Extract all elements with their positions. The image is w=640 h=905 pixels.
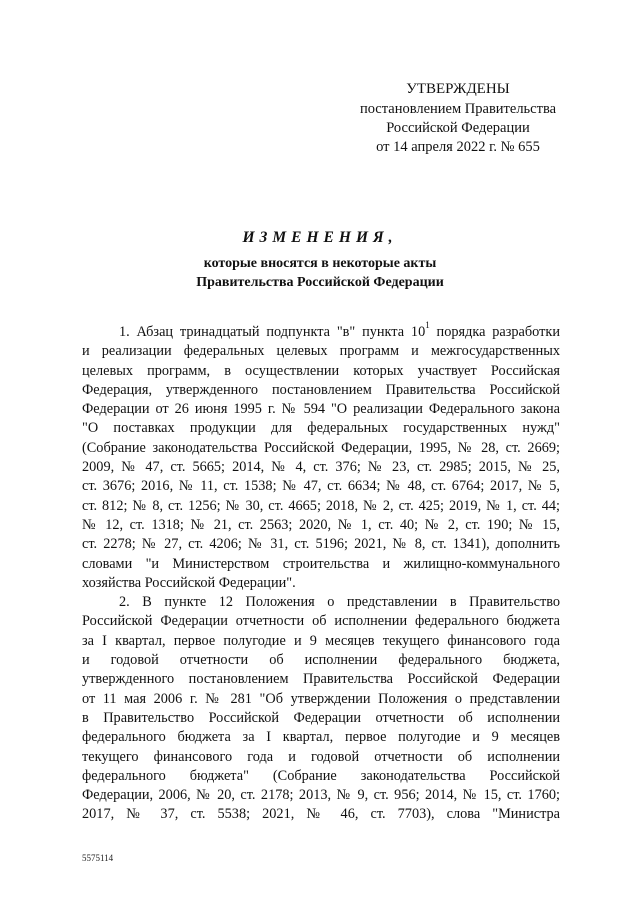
paragraph-line: от 11 мая 2006 г. № 281 "Об утверждении Положения о представлении	[82, 690, 560, 707]
paragraph-line: текущего финансового года и годовой отчетности об исполнении	[82, 748, 560, 765]
paragraph-line: ст. 2278; № 27, ст. 4206; № 31, ст. 5196; 2021, № 8, ст. 1341), дополнить	[82, 536, 560, 553]
title-subtitle: Правительства Российской Федерации	[196, 275, 444, 290]
paragraph-line: № 12, ст. 1318; № 21, ст. 2563; 2020, № 1, ст. 40; № 2, ст. 190; № 15,	[82, 516, 560, 533]
paragraph-line: ст. 3676; 2016, № 11, ст. 1538; № 47, ст. 6634; № 48, ст. 6764; 2017, № 5,	[82, 478, 560, 495]
approval-line: постановлением Правительства	[359, 101, 557, 117]
text-fragment: 1. Абзац тринадцатый подпункта "в" пункта 10	[119, 324, 426, 340]
title-main: ИЗМЕНЕНИЯ,	[242, 229, 398, 246]
paragraph-line: Российской Федерации отчетности об исполнении федерального бюджета	[82, 613, 560, 630]
document-title	[0, 228, 640, 292]
document-body	[82, 320, 560, 825]
paragraph-line: и годовой отчетности об исполнении федерального бюджета,	[82, 652, 560, 669]
paragraph-line: федерального бюджета за I квартал, первое полугодие и 9 месяцев	[82, 729, 560, 746]
paragraph-line: утвержденного постановлением Правительства Российской Федерации	[82, 671, 560, 688]
paragraph-line: федерального бюджета" (Собрание законодательства Российской	[82, 767, 560, 784]
paragraph-line: хозяйства Российской Федерации".	[82, 574, 296, 591]
paragraph-line: словами "и Министерством строительства и жилищно-коммунального	[82, 555, 560, 572]
paragraph-2	[82, 593, 560, 825]
paragraph-line: Федерации, 2006, № 20, ст. 2178; 2013, № 9, ст. 956; 2014, № 15, ст. 1760;	[82, 787, 560, 804]
paragraph-line: ст. 812; № 8, ст. 1256; № 30, ст. 4665; 2018, № 2, ст. 425; 2019, № 1, ст. 44;	[82, 497, 560, 514]
paragraph-line: за I квартал, первое полугодие и 9 месяцев текущего финансового года	[82, 632, 560, 649]
approval-line: Российской Федерации	[386, 120, 530, 136]
approval-date: от 14 апреля 2022 г. № 655	[376, 139, 540, 155]
paragraph-line: целевых программ, в осуществлении которых участвует Российская	[82, 362, 560, 379]
paragraph-line: 2009, № 47, ст. 5665; 2014, № 4, ст. 376; № 23, ст. 2985; 2015, № 25,	[82, 459, 560, 476]
document-id: 5575114	[82, 853, 114, 863]
paragraph-line: Федерация, утвержденного постановлением Правительства Российской	[82, 381, 560, 398]
paragraph-line: 2. В пункте 12 Положения о представлении в Правительство	[119, 594, 560, 611]
paragraph-1	[82, 320, 560, 593]
paragraph-line: (Собрание законодательства Российской Федерации, 1995, № 28, ст. 2669;	[82, 439, 560, 456]
paragraph-line: и реализации федеральных целевых программ и межгосударственных	[82, 343, 560, 360]
paragraph-line: "О поставках продукции для федеральных государственных нужд"	[82, 420, 560, 437]
paragraph-line	[82, 320, 560, 342]
paragraph-line: Федерации от 26 июня 1995 г. № 594 "О реализации Федерального закона	[82, 401, 560, 418]
text-fragment: порядка разработки	[429, 324, 560, 340]
paragraph-line: в Правительство Российской Федерации отчетности об исполнении	[82, 709, 560, 726]
paragraph-line: 2017, № 37, ст. 5538; 2021, № 46, ст. 7703), слова "Министра	[82, 806, 560, 823]
approval-block	[340, 80, 576, 157]
approval-heading: УТВЕРЖДЕНЫ	[406, 81, 510, 97]
title-subtitle: которые вносятся в некоторые акты	[203, 256, 437, 271]
superscript: 1	[425, 320, 430, 331]
